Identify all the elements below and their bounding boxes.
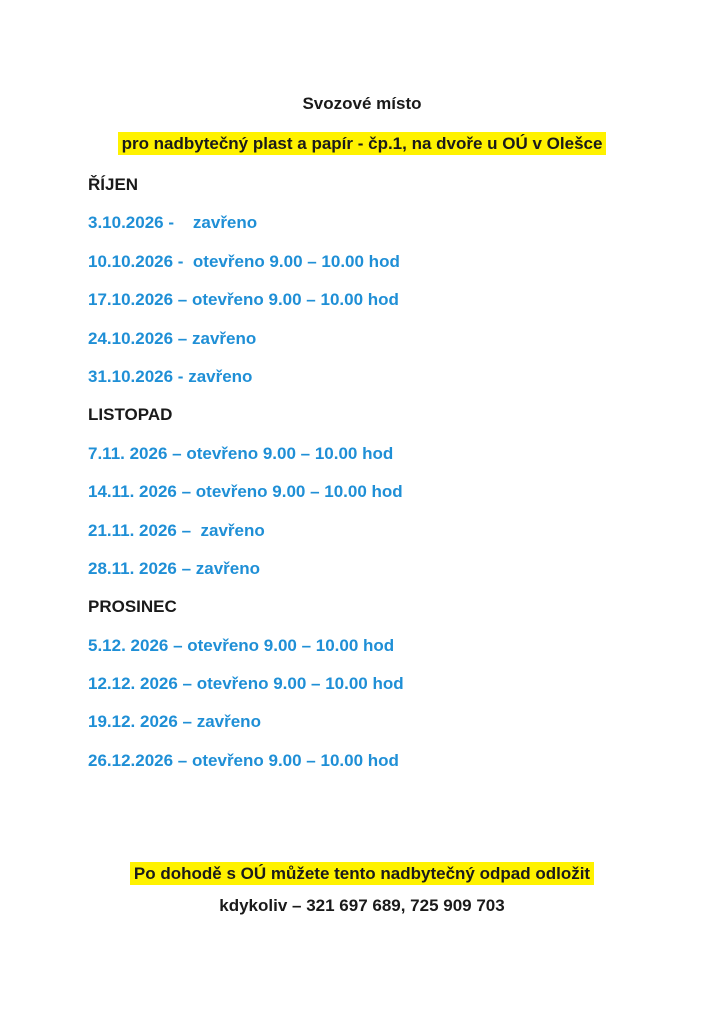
schedule-entry: 28.11. 2026 – zavřeno (88, 558, 261, 578)
footer-contact: kdykoliv – 321 697 689, 725 909 703 (219, 896, 505, 915)
schedule-entry: 7.11. 2026 – otevřeno 9.00 – 10.00 hod (88, 443, 394, 463)
subtitle-block (0, 132, 724, 156)
schedule-entry: 10.10.2026 - otevřeno 9.00 – 10.00 hod (88, 251, 400, 271)
schedule-entry: 31.10.2026 - zavřeno (88, 366, 253, 386)
schedule-entry: 19.12. 2026 – zavřeno (88, 712, 261, 732)
schedule-entry: 3.10.2026 - zavřeno (88, 213, 258, 233)
schedule-entry: 21.11. 2026 – zavřeno (88, 520, 265, 540)
schedule-entry: 12.12. 2026 – otevřeno 9.00 – 10.00 hod (88, 674, 404, 694)
schedule-entry: 5.12. 2026 – otevřeno 9.00 – 10.00 hod (88, 635, 395, 655)
schedule-entry: 14.11. 2026 – otevřeno 9.00 – 10.00 hod (88, 482, 403, 502)
subtitle-highlight: pro nadbytečný plast a papír - čp.1, na dvoře u OÚ v Olešce (118, 132, 607, 155)
month-heading: PROSINEC (88, 597, 177, 617)
footer-note: Po dohodě s OÚ můžete tento nadbytečný odpad odložit (130, 862, 594, 885)
schedule-entry: 17.10.2026 – otevřeno 9.00 – 10.00 hod (88, 290, 399, 310)
month-heading: LISTOPAD (88, 405, 173, 425)
footer-block (0, 862, 724, 918)
schedule-entry: 24.10.2026 – zavřeno (88, 328, 257, 348)
schedule-list (88, 173, 688, 787)
page-title: Svozové místo (302, 94, 422, 113)
schedule-entry: 26.12.2026 – otevřeno 9.00 – 10.00 hod (88, 750, 399, 770)
month-heading: ŘÍJEN (88, 175, 139, 194)
